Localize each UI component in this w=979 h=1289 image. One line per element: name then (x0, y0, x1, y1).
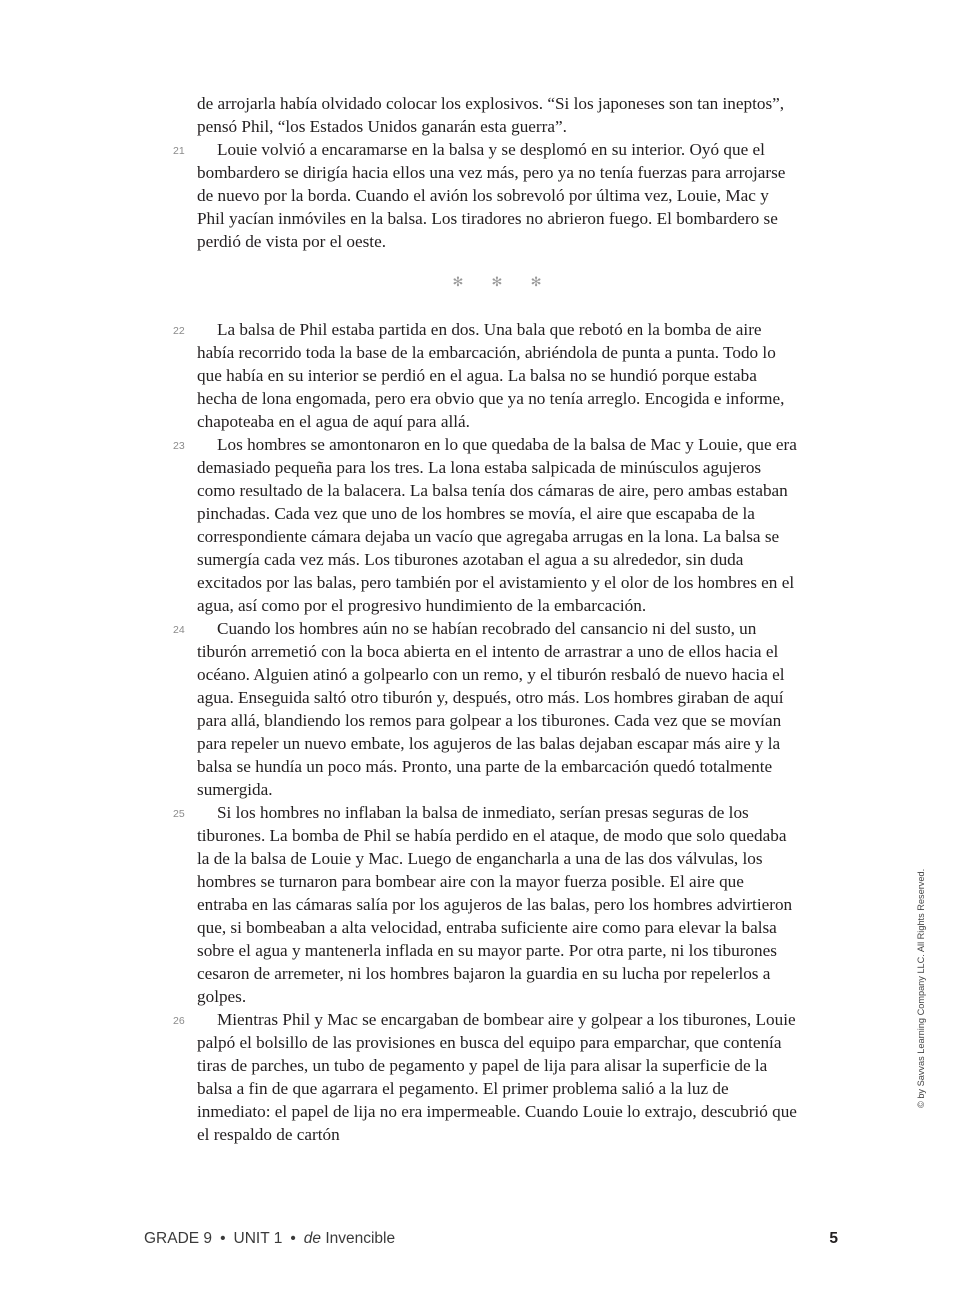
section-break: ✻ ✻ ✻ (452, 275, 554, 290)
page-number: 5 (829, 1230, 838, 1247)
page-footer (144, 1230, 838, 1254)
paragraph-number: 24 (173, 624, 185, 636)
paragraph-24 (173, 617, 797, 801)
reading-passage (173, 92, 797, 1146)
paragraph-25 (173, 801, 797, 1008)
paragraph-number: 21 (173, 145, 185, 157)
footer-unit: UNIT 1 (233, 1230, 283, 1247)
paragraph-number: 25 (173, 808, 185, 820)
paragraph-text: Los hombres se amontonaron en lo que quedaba de la balsa de Mac y Louie, que era demasiado pequeña para los tres. La lona estaba salpicada de minúsculos agujeros como resultado de la balacera. La balsa tenía dos cámaras de aire, pero ambas estaban pinchadas. Cada vez que uno de los hombres se movía, el aire que escapaba de la correspondiente cámara dejaba un vacío que agregaba arrugas en la lona. La balsa se sumergía cada vez más. Los tiburones azotaban el agua a su alrededor, sin duda excitados por las balas, pero también por el avistamiento y el olor de los hombres en el agua, así como por el progresivo hundimiento de la embarcación. (197, 435, 797, 615)
footer-grade: GRADE 9 (144, 1230, 213, 1247)
paragraph-number: 22 (173, 325, 185, 337)
footer-bullet: • (290, 1230, 296, 1247)
footer-bullet: • (220, 1230, 226, 1247)
footer-title-prefix: de (303, 1230, 321, 1247)
paragraph-number: 26 (173, 1015, 185, 1027)
paragraph-number: 23 (173, 440, 185, 452)
paragraph-text: de arrojarla había olvidado colocar los explosivos. “Si los japoneses son tan ineptos”, pensó Phil, “los Estados Unidos ganarán esta guerra”. (197, 94, 785, 136)
paragraph-text: Louie volvió a encaramarse en la balsa y se desplomó en su interior. Oyó que el bombardero se dirigía hacia ellos una vez más, pero ya no tenía fuerzas para arrojarse de nuevo por la borda. Cuando el avión los sobrevoló por última vez, Louie, Mac y Phil yacían inmóviles en la balsa. Los tiradores no abrieron fuego. El bombardero se perdió de vista por el oeste. (197, 140, 786, 251)
paragraph-21 (173, 138, 797, 253)
paragraph-23 (173, 433, 797, 617)
paragraph-text: Mientras Phil y Mac se encargaban de bombear aire y golpear a los tiburones, Louie palpó el bolsillo de las provisiones en busca del equipo para emparchar, que contenía tiras de parches, un tubo de pegamento y papel de lija para alisar la superficie de la balsa a fin de que agarrara el pegamento. El primer problema salió a la luz de inmediato: el papel de lija no era impermeable. Cuando Louie lo extrajo, descubrió que el respaldo de cartón (197, 1010, 797, 1144)
copyright-notice: © by Savvas Learning Company LLC. All Rights Reserved. (916, 868, 926, 1108)
footer-title: Invencible (325, 1230, 396, 1247)
paragraph-26 (173, 1008, 797, 1146)
paragraph-continued (197, 92, 797, 138)
footer-source-line (144, 1230, 395, 1248)
paragraph-text: Cuando los hombres aún no se habían recobrado del cansancio ni del susto, un tiburón arremetió con la boca abierta en el intento de arrastrar a uno de ellos hacia el océano. Alguien atinó a golpearlo con un remo, y el tiburón resbaló de nuevo hacia el agua. Enseguida saltó otro tiburón y, después, otro más. Los hombres giraban de aquí para allá, blandiendo los remos para golpear a los tiburones. Cada vez que se movían para repeler un nuevo embate, los agujeros de las balas dejaban escapar más aire y la balsa se hundía un poco más. Pronto, una parte de la embarcación quedó totalmente sumergida. (197, 619, 785, 799)
paragraph-22 (173, 318, 797, 433)
paragraph-text: Si los hombres no inflaban la balsa de inmediato, serían presas seguras de los tiburones. La bomba de Phil se había perdido en el ataque, de modo que solo quedaba la de la balsa de Louie y Mac. Luego de engancharla a una de las dos válvulas, los hombres se turnaron para bombear aire con la mayor fuerza posible. El aire que entraba en las cámaras salía por los agujeros de las balas, pero los hombres advirtieron que, si bombeaban a alta velocidad, entraba suficiente aire como para elevar la balsa sobre el agua y mantenerla inflada en su mayor parte. Por otra parte, ni los tiburones cesaron de arremeter, ni los hombres bajaron la guardia en su lucha por repelerlos a golpes. (197, 803, 793, 1006)
paragraph-text: La balsa de Phil estaba partida en dos. Una bala que rebotó en la bomba de aire había recorrido toda la base de la embarcación, abriéndola de punta a punta. Todo lo que había en su interior se perdió en el agua. La balsa no se hundió porque estaba hecha de lona engomada, pero era obvio que ya no tenía arreglo. Encogida e informe, chapoteaba en el agua de aquí para allá. (197, 320, 785, 431)
